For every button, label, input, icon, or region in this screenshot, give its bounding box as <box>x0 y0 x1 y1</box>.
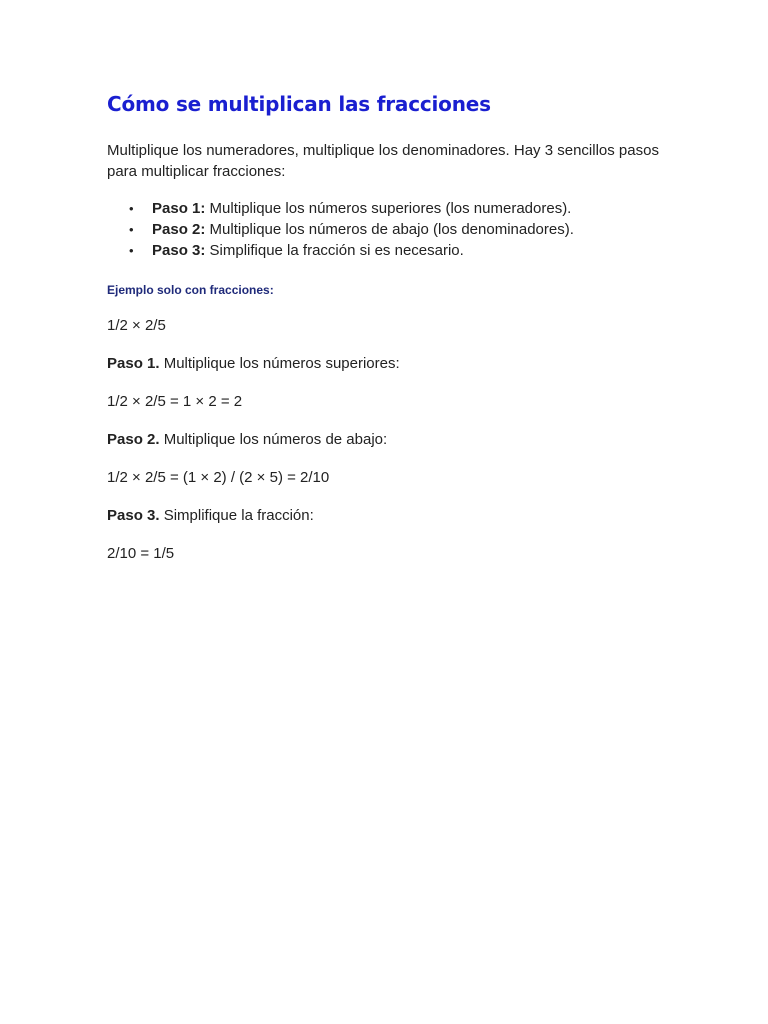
step-text: Simplifique la fracción: <box>159 507 314 524</box>
step-label: Paso 2: <box>152 221 206 238</box>
example-heading: Ejemplo solo con fracciones: <box>107 283 274 297</box>
example-step-1-result: 1/2 × 2/5 = 1 × 2 = 2 <box>107 393 243 410</box>
bullet-icon: • <box>129 201 134 216</box>
example-step-3 <box>107 505 667 526</box>
bullet-icon: • <box>129 222 134 237</box>
example-expression: 1/2 × 2/5 <box>107 317 166 334</box>
intro-paragraph: Multiplique los numeradores, multiplique los denominadores. Hay 3 sencillos pasos para multiplicar fracciones: <box>107 142 659 180</box>
list-item <box>107 198 667 219</box>
list-item <box>107 240 667 261</box>
list-item <box>107 219 667 240</box>
example-step-3-result: 2/10 = 1/5 <box>107 545 175 562</box>
step-label: Paso 3. <box>107 507 160 524</box>
page-title: Cómo se multiplican las fracciones <box>107 92 491 116</box>
bullet-icon: • <box>129 243 134 258</box>
step-text: Multiplique los números de abajo: <box>159 431 388 448</box>
step-text: Multiplique los números superiores: <box>159 355 400 372</box>
step-label: Paso 1: <box>152 200 206 217</box>
step-label: Paso 1. <box>107 355 160 372</box>
example-step-2-result: 1/2 × 2/5 = (1 × 2) / (2 × 5) = 2/10 <box>107 469 330 486</box>
step-text: Multiplique los números superiores (los numeradores). <box>205 200 572 217</box>
step-label: Paso 2. <box>107 431 160 448</box>
steps-list <box>107 198 667 261</box>
document-page <box>107 92 667 581</box>
example-step-1 <box>107 353 667 374</box>
example-step-2 <box>107 429 667 450</box>
step-text: Multiplique los números de abajo (los denominadores). <box>205 221 574 238</box>
step-text: Simplifique la fracción si es necesario. <box>205 242 464 259</box>
step-label: Paso 3: <box>152 242 206 259</box>
